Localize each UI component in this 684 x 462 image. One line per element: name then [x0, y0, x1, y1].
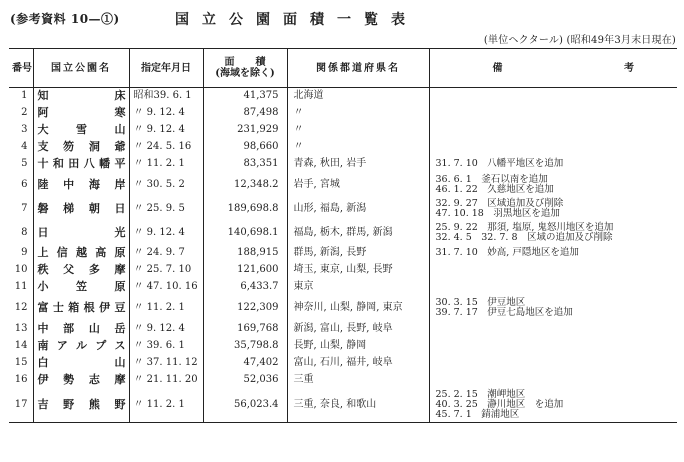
row-number: 1 [21, 90, 28, 102]
designation-date: 〃 11. 2. 1 [129, 389, 203, 423]
area-value: 98,660 [203, 139, 287, 156]
table-row [9, 156, 677, 173]
row-number: 16 [14, 374, 28, 385]
park-name-char: 田 [68, 157, 80, 170]
designation-date: 〃 25. 7. 10 [129, 262, 203, 279]
park-name-char: 原 [114, 280, 126, 293]
park-name [38, 303, 126, 313]
table-row [9, 105, 677, 122]
table-row [9, 173, 677, 197]
park-name-char: 越 [76, 246, 87, 259]
park-name-char: 志 [88, 373, 100, 386]
park-name-char: 光 [114, 225, 126, 239]
header-park-name: 国立公園名 [33, 49, 129, 88]
park-name [38, 159, 126, 169]
park-name [37, 201, 126, 215]
remark-line: 31. 7. 10 妙高, 戸隠地区を追加 [435, 247, 579, 258]
park-name-cell [33, 372, 129, 389]
prefectures: 福島, 栃木, 群馬, 新潟 [287, 221, 429, 245]
prefectures: 長野, 山梨, 静岡 [287, 338, 429, 355]
park-name-char: 野 [63, 398, 75, 412]
park-name-char: 爺 [114, 140, 126, 153]
remark-line: 32. 4. 5 32. 7. 8 区域の追加及び削除 [435, 231, 613, 243]
park-name-char: 海 [88, 177, 100, 191]
park-name [37, 225, 126, 239]
park-name-char: 陸 [37, 177, 49, 191]
designation-date: 昭和39. 6. 1 [129, 88, 203, 105]
park-name-char: 上 [37, 246, 49, 259]
table-row [9, 372, 677, 389]
national-parks-table [9, 48, 677, 423]
area-value: 52,036 [203, 372, 287, 389]
prefectures: 岩手, 宮城 [287, 173, 429, 197]
remark-line: 46. 1. 22 久慈地区を追加 [435, 183, 554, 195]
park-name [38, 248, 126, 258]
park-name-char: 雪 [76, 123, 87, 136]
park-name-char: 山 [114, 123, 126, 136]
park-name-char: 伊 [99, 301, 111, 314]
park-name [38, 341, 126, 351]
park-name-char: 信 [56, 246, 68, 259]
park-name [38, 375, 126, 385]
area-value: 6,433.7 [203, 279, 287, 296]
park-name-char: 中 [63, 177, 75, 191]
header-prefectures: 関係都道府県名 [287, 49, 429, 88]
row-number: 6 [21, 178, 28, 190]
remarks [429, 296, 677, 321]
row-number: 13 [14, 323, 28, 334]
prefectures: 〃 [287, 122, 429, 139]
park-name-char: 笏 [63, 140, 75, 153]
park-name [38, 142, 126, 152]
prefectures: 青森, 秋田, 岩手 [287, 156, 429, 173]
header-area [203, 49, 287, 88]
designation-date: 〃 37. 11. 12 [129, 355, 203, 372]
area-value: 47,402 [203, 355, 287, 372]
designation-date: 〃 21. 11. 20 [129, 372, 203, 389]
park-name-cell [33, 338, 129, 355]
area-value: 122,309 [203, 296, 287, 321]
park-name-char: 豆 [114, 301, 126, 314]
row-number: 5 [21, 158, 28, 169]
park-name-char: 富 [37, 301, 49, 314]
prefectures: 富山, 石川, 福井, 岐阜 [287, 355, 429, 372]
prefectures: 山形, 福島, 新潟 [287, 197, 429, 221]
park-name-cell [33, 355, 129, 372]
park-name-char: 白 [37, 356, 49, 369]
park-name-char: 摩 [114, 263, 126, 276]
park-name-char: 箱 [68, 301, 80, 314]
prefectures: 三重, 奈良, 和歌山 [287, 389, 429, 423]
area-value: 189,698.8 [203, 197, 287, 221]
header-remarks-char-2: 考 [624, 62, 634, 74]
prefectures: 神奈川, 山梨, 静岡, 東京 [287, 296, 429, 321]
park-name-cell [33, 221, 129, 245]
remark-line: 36. 6. 1 釜石以南を追加 [435, 173, 548, 185]
park-name-char: 洞 [88, 140, 100, 153]
header-area-char-2: 積 [255, 57, 266, 68]
remark-line: 25. 9. 22 那須, 塩原, 鬼怒川地区を追加 [435, 221, 614, 233]
designation-date: 〃 24. 5. 16 [129, 139, 203, 156]
park-name-cell [33, 105, 129, 122]
park-name-char: 梯 [63, 201, 75, 215]
park-name-char: 根 [83, 301, 95, 314]
area-value: 41,375 [203, 88, 287, 105]
table-row [9, 355, 677, 372]
row-number: 12 [14, 302, 28, 313]
park-name-char: 支 [37, 140, 49, 153]
park-name-cell [33, 156, 129, 173]
park-name-char: 野 [114, 398, 126, 412]
park-name-char: 大 [37, 123, 49, 136]
park-name-char: 磐 [37, 201, 49, 215]
prefectures: 東京 [287, 279, 429, 296]
remarks [429, 355, 677, 372]
remarks [429, 105, 677, 122]
remark-line: 40. 3. 25 瀞川地区 を追加 [435, 399, 564, 411]
area-value: 169,768 [203, 321, 287, 338]
prefectures: 〃 [287, 105, 429, 122]
remarks [429, 372, 677, 389]
park-name-cell [33, 296, 129, 321]
designation-date: 〃 47. 10. 16 [129, 279, 203, 296]
park-name-cell [33, 197, 129, 221]
park-name-char: 高 [95, 246, 107, 259]
park-name [37, 177, 126, 191]
area-value: 35,798.8 [203, 338, 287, 355]
remarks [429, 389, 677, 423]
area-value: 140,698.1 [203, 221, 287, 245]
designation-date: 〃 9. 12. 4 [129, 122, 203, 139]
designation-date: 〃 24. 9. 7 [129, 245, 203, 262]
remarks [429, 338, 677, 355]
park-name-char: 中 [37, 322, 49, 335]
park-name-cell [33, 122, 129, 139]
remark-line: 39. 7. 17 伊豆七島地区を追加 [435, 307, 573, 318]
remarks [429, 139, 677, 156]
designation-date: 〃 39. 6. 1 [129, 338, 203, 355]
table-row [9, 88, 677, 105]
designation-date: 〃 9. 12. 4 [129, 321, 203, 338]
park-name-char: 部 [63, 322, 75, 335]
park-name-char: 原 [114, 246, 126, 259]
park-name-char: ア [56, 339, 68, 352]
header-area-sub: (海域を除く) [215, 68, 275, 79]
park-name-char: 知 [37, 89, 49, 103]
park-name-char: ル [76, 339, 87, 352]
remarks [429, 262, 677, 279]
table-row [9, 279, 677, 296]
reference-label: (参考資料 10—①) [10, 12, 120, 26]
row-number: 11 [14, 281, 28, 292]
park-name-cell [33, 88, 129, 105]
park-name [38, 108, 126, 118]
park-name [38, 125, 126, 135]
park-name-cell [33, 173, 129, 197]
park-name-char: 山 [88, 322, 100, 335]
park-name-char: 阿 [37, 106, 49, 119]
table-row [9, 262, 677, 279]
park-name-char: 摩 [114, 373, 126, 386]
remark-line: 32. 9. 27 区域追加及び削除 [435, 197, 564, 209]
park-name-cell [33, 279, 129, 296]
table-row [9, 245, 677, 262]
designation-date: 〃 25. 9. 5 [129, 197, 203, 221]
park-name-char: ス [114, 339, 126, 352]
table-row [9, 197, 677, 221]
table-row [9, 122, 677, 139]
row-number: 8 [21, 226, 28, 238]
park-name-char: 八 [83, 157, 95, 170]
designation-date: 〃 11. 2. 1 [129, 296, 203, 321]
park-name-char: 吉 [37, 398, 49, 412]
area-value: 87,498 [203, 105, 287, 122]
prefectures: 新潟, 富山, 長野, 岐阜 [287, 321, 429, 338]
row-number: 4 [21, 141, 28, 152]
park-name-char: 小 [37, 280, 49, 293]
unit-note: (単位ヘクタール) (昭和49年3月末日現在) [483, 35, 676, 46]
remarks [429, 122, 677, 139]
park-name-char: 岸 [114, 177, 126, 191]
area-value: 121,600 [203, 262, 287, 279]
remarks [429, 173, 677, 197]
header-area-char-1: 面 [224, 57, 235, 68]
park-name-char: 勢 [63, 373, 75, 386]
header-remarks [429, 49, 677, 88]
designation-date: 〃 11. 2. 1 [129, 156, 203, 173]
remarks [429, 156, 677, 173]
remark-line: 25. 2. 15 潮岬地区 [435, 389, 526, 401]
park-name-char: 幡 [99, 157, 111, 170]
row-number: 2 [21, 107, 28, 118]
park-name-char: 多 [88, 263, 100, 276]
table-row [9, 139, 677, 156]
park-name [38, 400, 126, 410]
area-value: 12,348.2 [203, 173, 287, 197]
row-number: 15 [14, 357, 28, 368]
designation-date: 〃 30. 5. 2 [129, 173, 203, 197]
table-header [9, 49, 677, 88]
remarks [429, 321, 677, 338]
remark-line: 45. 7. 1 錆浦地区 [435, 409, 520, 421]
header-no: 番号 [9, 49, 33, 88]
designation-date: 〃 9. 12. 4 [129, 221, 203, 245]
park-name-cell [33, 262, 129, 279]
park-name-cell [33, 139, 129, 156]
park-name-char: 寒 [114, 106, 126, 119]
park-name-char: 日 [37, 225, 49, 239]
park-name-cell [33, 321, 129, 338]
park-name-char: 和 [52, 157, 64, 170]
prefectures: 北海道 [287, 88, 429, 105]
row-number: 9 [21, 247, 28, 258]
prefectures: 〃 [287, 139, 429, 156]
prefectures: 三重 [287, 372, 429, 389]
park-name [38, 324, 126, 334]
park-name-char: 秩 [37, 263, 49, 276]
park-name-char: 士 [52, 301, 64, 314]
park-name-char: 岳 [114, 322, 126, 335]
remarks [429, 88, 677, 105]
table-row [9, 321, 677, 338]
park-name-char: 十 [37, 157, 49, 170]
remarks [429, 221, 677, 245]
park-name-char: 山 [114, 356, 126, 369]
table-row [9, 389, 677, 423]
park-name [38, 265, 126, 275]
park-name-char: 床 [114, 89, 126, 103]
designation-date: 〃 9. 12. 4 [129, 105, 203, 122]
remark-line: 31. 7. 10 八幡平地区を追加 [435, 158, 564, 169]
park-name [38, 358, 126, 368]
park-name-char: 日 [114, 201, 126, 215]
area-value: 188,915 [203, 245, 287, 262]
park-name-char: 熊 [88, 398, 100, 412]
park-name-cell [33, 245, 129, 262]
header-designation-date: 指定年月日 [129, 49, 203, 88]
table-body [9, 88, 677, 423]
table-row [9, 221, 677, 245]
row-number: 10 [14, 264, 28, 275]
prefectures: 埼玉, 東京, 山梨, 長野 [287, 262, 429, 279]
park-name-char: プ [95, 339, 107, 352]
park-name [38, 91, 126, 101]
park-name-char: 父 [63, 263, 75, 276]
park-name-char: 南 [37, 339, 49, 352]
row-number: 3 [21, 124, 28, 135]
park-name-char: 朝 [88, 201, 100, 215]
park-name-char: 平 [114, 157, 126, 170]
remarks [429, 197, 677, 221]
park-name [38, 282, 126, 292]
area-value: 231,929 [203, 122, 287, 139]
prefectures: 群馬, 新潟, 長野 [287, 245, 429, 262]
table-row [9, 296, 677, 321]
area-value: 56,023.4 [203, 389, 287, 423]
row-number: 17 [9, 389, 33, 423]
park-name-char: 伊 [37, 373, 49, 386]
table-row [9, 338, 677, 355]
document-title: 国立公園面積一覧表 [175, 12, 418, 28]
row-number: 7 [21, 202, 28, 214]
remark-line: 30. 3. 15 伊豆地区 [435, 297, 526, 308]
remark-line: 47. 10. 18 羽黒地区を追加 [435, 207, 560, 219]
remarks [429, 279, 677, 296]
header-remarks-char-1: 備 [492, 62, 503, 74]
park-name-char: 笠 [76, 280, 87, 293]
remarks [429, 245, 677, 262]
row-number: 14 [14, 340, 28, 351]
area-value: 83,351 [203, 156, 287, 173]
park-name-cell [33, 389, 129, 423]
